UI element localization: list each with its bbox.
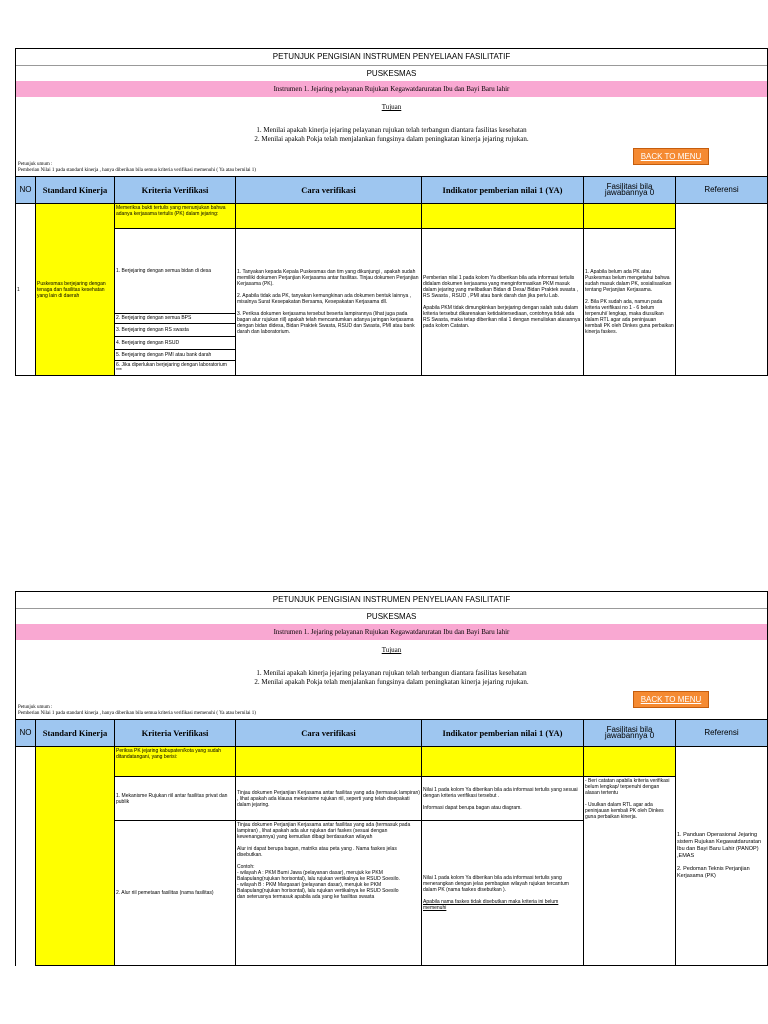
- kriteria-item-3: 3. Berjejaring dengan RS swasta: [115, 324, 236, 337]
- fasilitasi-cell: [584, 229, 676, 376]
- yellow-cell: [422, 747, 584, 777]
- table-row: [16, 777, 768, 821]
- cara-2a: Tinjau dokumen Perjanjian Kerjasama antar fasilitas yang ada (termasuk pada lampiran) , lihat apakah ada alur rujukan dari faskes (sesuai dengan kewenangannya) yang kemudian dibagi berdasarkan wilayah: [237, 822, 411, 840]
- goal-1: 1. Menilai apakah kinerja jejaring pelayanan rujukan telah terbangun diantara fasilitas kesehatan: [256, 126, 527, 134]
- sheet-2: [15, 591, 767, 966]
- kriteria-item-5: 5. Berjejaring dengan PMI atau bank darah: [115, 350, 236, 361]
- indikator-1: Pemberian nilai 1 pada kolom Ya diberikan bila ada informasi tertulis didalam dokumen kerjasama yang menginformasikan PKM masuk dalam jejaring yang melibatkan Bidan di Desa/ Bidan Praktek swasta , RS Swasta , RSUD , PMI atau bank darah dan jika perlu Lab.: [423, 275, 579, 299]
- col-standard: Standard Kinerja: [36, 177, 115, 204]
- col-kriteria: Kriteria Verifikasi: [115, 177, 236, 204]
- instrument-bar: Instrumen 1. Jejaring pelayanan Rujukan Kegawatdaruratan Ibu dan Bayi Baru lahir: [16, 81, 767, 97]
- petunjuk-title: Petunjuk umum :: [18, 705, 53, 710]
- referensi-2: 2. Pedoman Teknis Perjanjian Kerjasama (PK): [677, 866, 750, 879]
- kriteria-intro: Periksa PK jejaring kabupaten/kota yang sudah ditandatangani, yang berisi:: [115, 747, 236, 777]
- indikator-1b: Informasi dapat berupa bagan atau diagram.: [423, 804, 522, 811]
- yellow-cell: [584, 747, 676, 777]
- sheet-title: PETUNJUK PENGISIAN INSTRUMEN PENYELIAAN FASILITATIF: [16, 592, 767, 609]
- col-cara: Cara verifikasi: [236, 177, 422, 204]
- cara-2c: Contoh:: [237, 864, 255, 870]
- referensi-cell: [676, 747, 768, 966]
- number-cell: [16, 747, 36, 966]
- indikator-cell: [422, 229, 584, 376]
- goal-1: 1. Menilai apakah kinerja jejaring pelayanan rujukan telah terbangun diantara fasilitas kesehatan: [256, 669, 527, 677]
- col-fasilitasi: Fasilitasi bila jawabannya 0: [584, 177, 676, 204]
- yellow-cell: [236, 747, 422, 777]
- kriteria-item-6: 6. Jika diperlukan berjejaring dengan laboratorium ***: [115, 361, 236, 376]
- sheet-subtitle: PUSKESMAS: [366, 612, 417, 621]
- sheet-header: [15, 591, 768, 719]
- sheet-1: [15, 48, 767, 376]
- indikator-2: Apabila PKM tidak dimungkinkan berjejaring dengan salah satu dalam kriteria tersebut dikarenakan ketidaktersediaan, contohnya tidak ada RS Swasta, maka tetap diberikan nilai 1 dengan menuliskan alasannya pada kolom Catatan.: [423, 305, 581, 329]
- sheet-title: PETUNJUK PENGISIAN INSTRUMEN PENYELIAAN FASILITATIF: [16, 49, 767, 66]
- petunjuk-title: Petunjuk umum :: [18, 162, 53, 167]
- table-row: [16, 204, 768, 229]
- col-cara: Cara verifikasi: [236, 720, 422, 747]
- petunjuk-text: Pemberian Nilai 1 pada standard kinerja , hanya diberikan bila semua kriteria verifikasi memenuhi ( Ya atau bernilai 1): [18, 168, 256, 173]
- petunjuk-text: Pemberian Nilai 1 pada standard kinerja , hanya diberikan bila semua kriteria verifikasi memenuhi ( Ya atau bernilai 1): [18, 711, 256, 716]
- standard-cell: [36, 747, 115, 966]
- indikator-item-2: [422, 821, 584, 966]
- indikator-1a: Nilai 1 pada kolom Ya diberikan bila ada informasi tertulis yang sesuai dengan kriteria verifikasi tersebut .: [423, 786, 578, 799]
- cara-item-2: [236, 821, 422, 966]
- col-no: NO: [16, 177, 36, 204]
- row-number: 1: [16, 204, 36, 376]
- verification-table: [15, 719, 768, 966]
- table-header-row: [16, 720, 768, 747]
- cara-2b: Alur ini dapat berupa bagan, matriks atau peta yang . Nama faskes jelas disebutkan.: [237, 846, 397, 858]
- referensi-cell: [676, 204, 768, 376]
- tujuan-label: Tujuan: [381, 103, 402, 111]
- goal-2: 2. Menilai apakah Pokja telah menjalankan fungsinya dalam peningkatan kinerja jejaring rujukan.: [254, 135, 529, 143]
- tujuan-label: Tujuan: [381, 646, 402, 654]
- col-standard: Standard Kinerja: [36, 720, 115, 747]
- col-indikator: Indikator pemberian nilai 1 (YA): [422, 720, 584, 747]
- table-row: [16, 747, 768, 777]
- col-kriteria: Kriteria Verifikasi: [115, 720, 236, 747]
- fasilitasi-1: - Beri catatan apabila kriteria verifikasi belum lengkap/ terpenuhi dengan alasan tertentu: [585, 778, 670, 796]
- table-row: [16, 229, 768, 314]
- referensi-1: 1. Panduan Operasional Jejaring sistem Rujukan Kegawatdaruratan Ibu dan Bayi Baru Lahir (PANOP) ,EMAS: [677, 832, 762, 859]
- sheet-subtitle: PUSKESMAS: [366, 69, 417, 78]
- kriteria-item-1: 1. Mekanisme Rujukan riil antar fasilitas privat dan publik: [115, 777, 236, 821]
- kriteria-item-2: 2. Berjejaring dengan semua BPS: [115, 314, 236, 324]
- yellow-cell: [584, 204, 676, 229]
- cara-2f: dan seterusnya termasuk apabila ada yang ke fasilitas swasta: [237, 894, 375, 900]
- col-referensi: Referensi: [676, 177, 768, 204]
- cara-cell: [236, 229, 422, 376]
- cara-3: 3. Periksa dokumen kerjasama tersebut beserta lampirannya (lihat juga pada bagan alur rujukan riil) apakah telah mencantumkan adanya jaringan kerjasama dengan bidan didesa, Bidan Praktek Swasta, RSUD dan Swasta, PMI atau bank darah dan laboratorium.: [237, 311, 415, 335]
- fasilitasi-2: - Usulkan dalam RTL agar ada peninjauan kembali PK oleh Dinkes guna perbaikan kinerja.: [585, 802, 664, 820]
- kriteria-intro: Memeriksa bukti tertulis yang menunjukan bahwa adanya kerjasama tertulis (PK) dalam jejaring:: [115, 204, 236, 229]
- indikator-item-1: [422, 777, 584, 821]
- fasilitasi-2: 2. Bila PK sudah ada, namun pada kriteria verifikasi no 1 - 6 belum terpenuhi/ lengkap, maka diusulkan dalam RTL agar ada peninjauan kembali PK oleh Dinkes guna perbaikan kinerja faskes.: [585, 299, 674, 335]
- yellow-cell: [422, 204, 584, 229]
- fasilitasi-cell: [584, 777, 676, 966]
- cara-1: 1. Tanyakan kepada Kepala Puskesmas dan tim yang dikunjungi , apakah sudah memiliki dokumen Perjanjian Kerjasama antar fasilitas. Tinjau dokumen Perjanjian Kerjasama (PK).: [237, 269, 419, 287]
- cara-2d: - wilayah A : PKM Bumi Jawa (pelayanan dasar), merujuk ke PKM Balapulang(rujukan horisontal), lalu rujukan vertikalnya ke RSUD Soesilo.: [237, 870, 400, 882]
- yellow-cell: [236, 204, 422, 229]
- fasilitasi-1: 1. Apabila belum ada PK atau Puskesmas belum mengetahui bahwa sudah masuk dalam PK, sosialisasikan tentang Perjanjian Kerjasama.: [585, 269, 672, 293]
- kriteria-item-1: 1. Berjejaring dengan semua bidan di desa: [115, 229, 236, 314]
- instrument-bar: Instrumen 1. Jejaring pelayanan Rujukan Kegawatdaruratan Ibu dan Bayi Baru lahir: [16, 624, 767, 640]
- back-to-menu-button[interactable]: BACK TO MENU: [633, 148, 709, 165]
- col-referensi: Referensi: [676, 720, 768, 747]
- verification-table: [15, 176, 768, 376]
- kriteria-item-4: 4. Berjejaring dengan RSUD: [115, 337, 236, 350]
- table-header-row: [16, 177, 768, 204]
- col-indikator: Indikator pemberian nilai 1 (YA): [422, 177, 584, 204]
- indikator-2b: Apabila nama faskes tidak disebutkan maka kriteria ini belum memenuhi: [423, 899, 559, 911]
- indikator-2a: Nilai 1 pada kolom Ya diberikan bila ada informasi tertulis yang menerangkan dengan jelas pembagian wilayah rujukan tercantum dalam PK (nama faskes disebutkan ).: [423, 875, 569, 893]
- standard-cell: Puskesmas berjejaring dengan tenaga dan fasilitas kesehatan yang lain di daerah: [36, 204, 115, 376]
- cara-2: 2. Apabila tidak ada PK, tanyakan kemungkinan ada dokumen bentuk lainnya , misalnya Surat Kesepakatan Bersama, Kesepakatan Kerjasama dll.: [237, 293, 412, 305]
- cara-2e: - wilayah B : PKM Margasari (pelayanan dasar), merujuk ke PKM Balapulang(rujukan horisontal), lalu rujukan vertikalnya ke RSUD Soesilo: [237, 882, 399, 894]
- col-fasilitasi: Fasilitasi bila jawabannya 0: [584, 720, 676, 747]
- back-to-menu-button[interactable]: BACK TO MENU: [633, 691, 709, 708]
- col-no: NO: [16, 720, 36, 747]
- goal-2: 2. Menilai apakah Pokja telah menjalankan fungsinya dalam peningkatan kinerja jejaring rujukan.: [254, 678, 529, 686]
- sheet-header: [15, 48, 768, 176]
- cara-item-1: Tinjau dokumen Perjanjian Kerjasama antar fasilitas yang ada (termasuk lampiran) , lihat apakah ada klausa mekanisme rujukan riil, seperti yang telah disepakati dalam jejaring.: [236, 777, 422, 821]
- kriteria-item-2: 2. Alur riil pemetaan fasilitas (nama fasilitas): [115, 821, 236, 966]
